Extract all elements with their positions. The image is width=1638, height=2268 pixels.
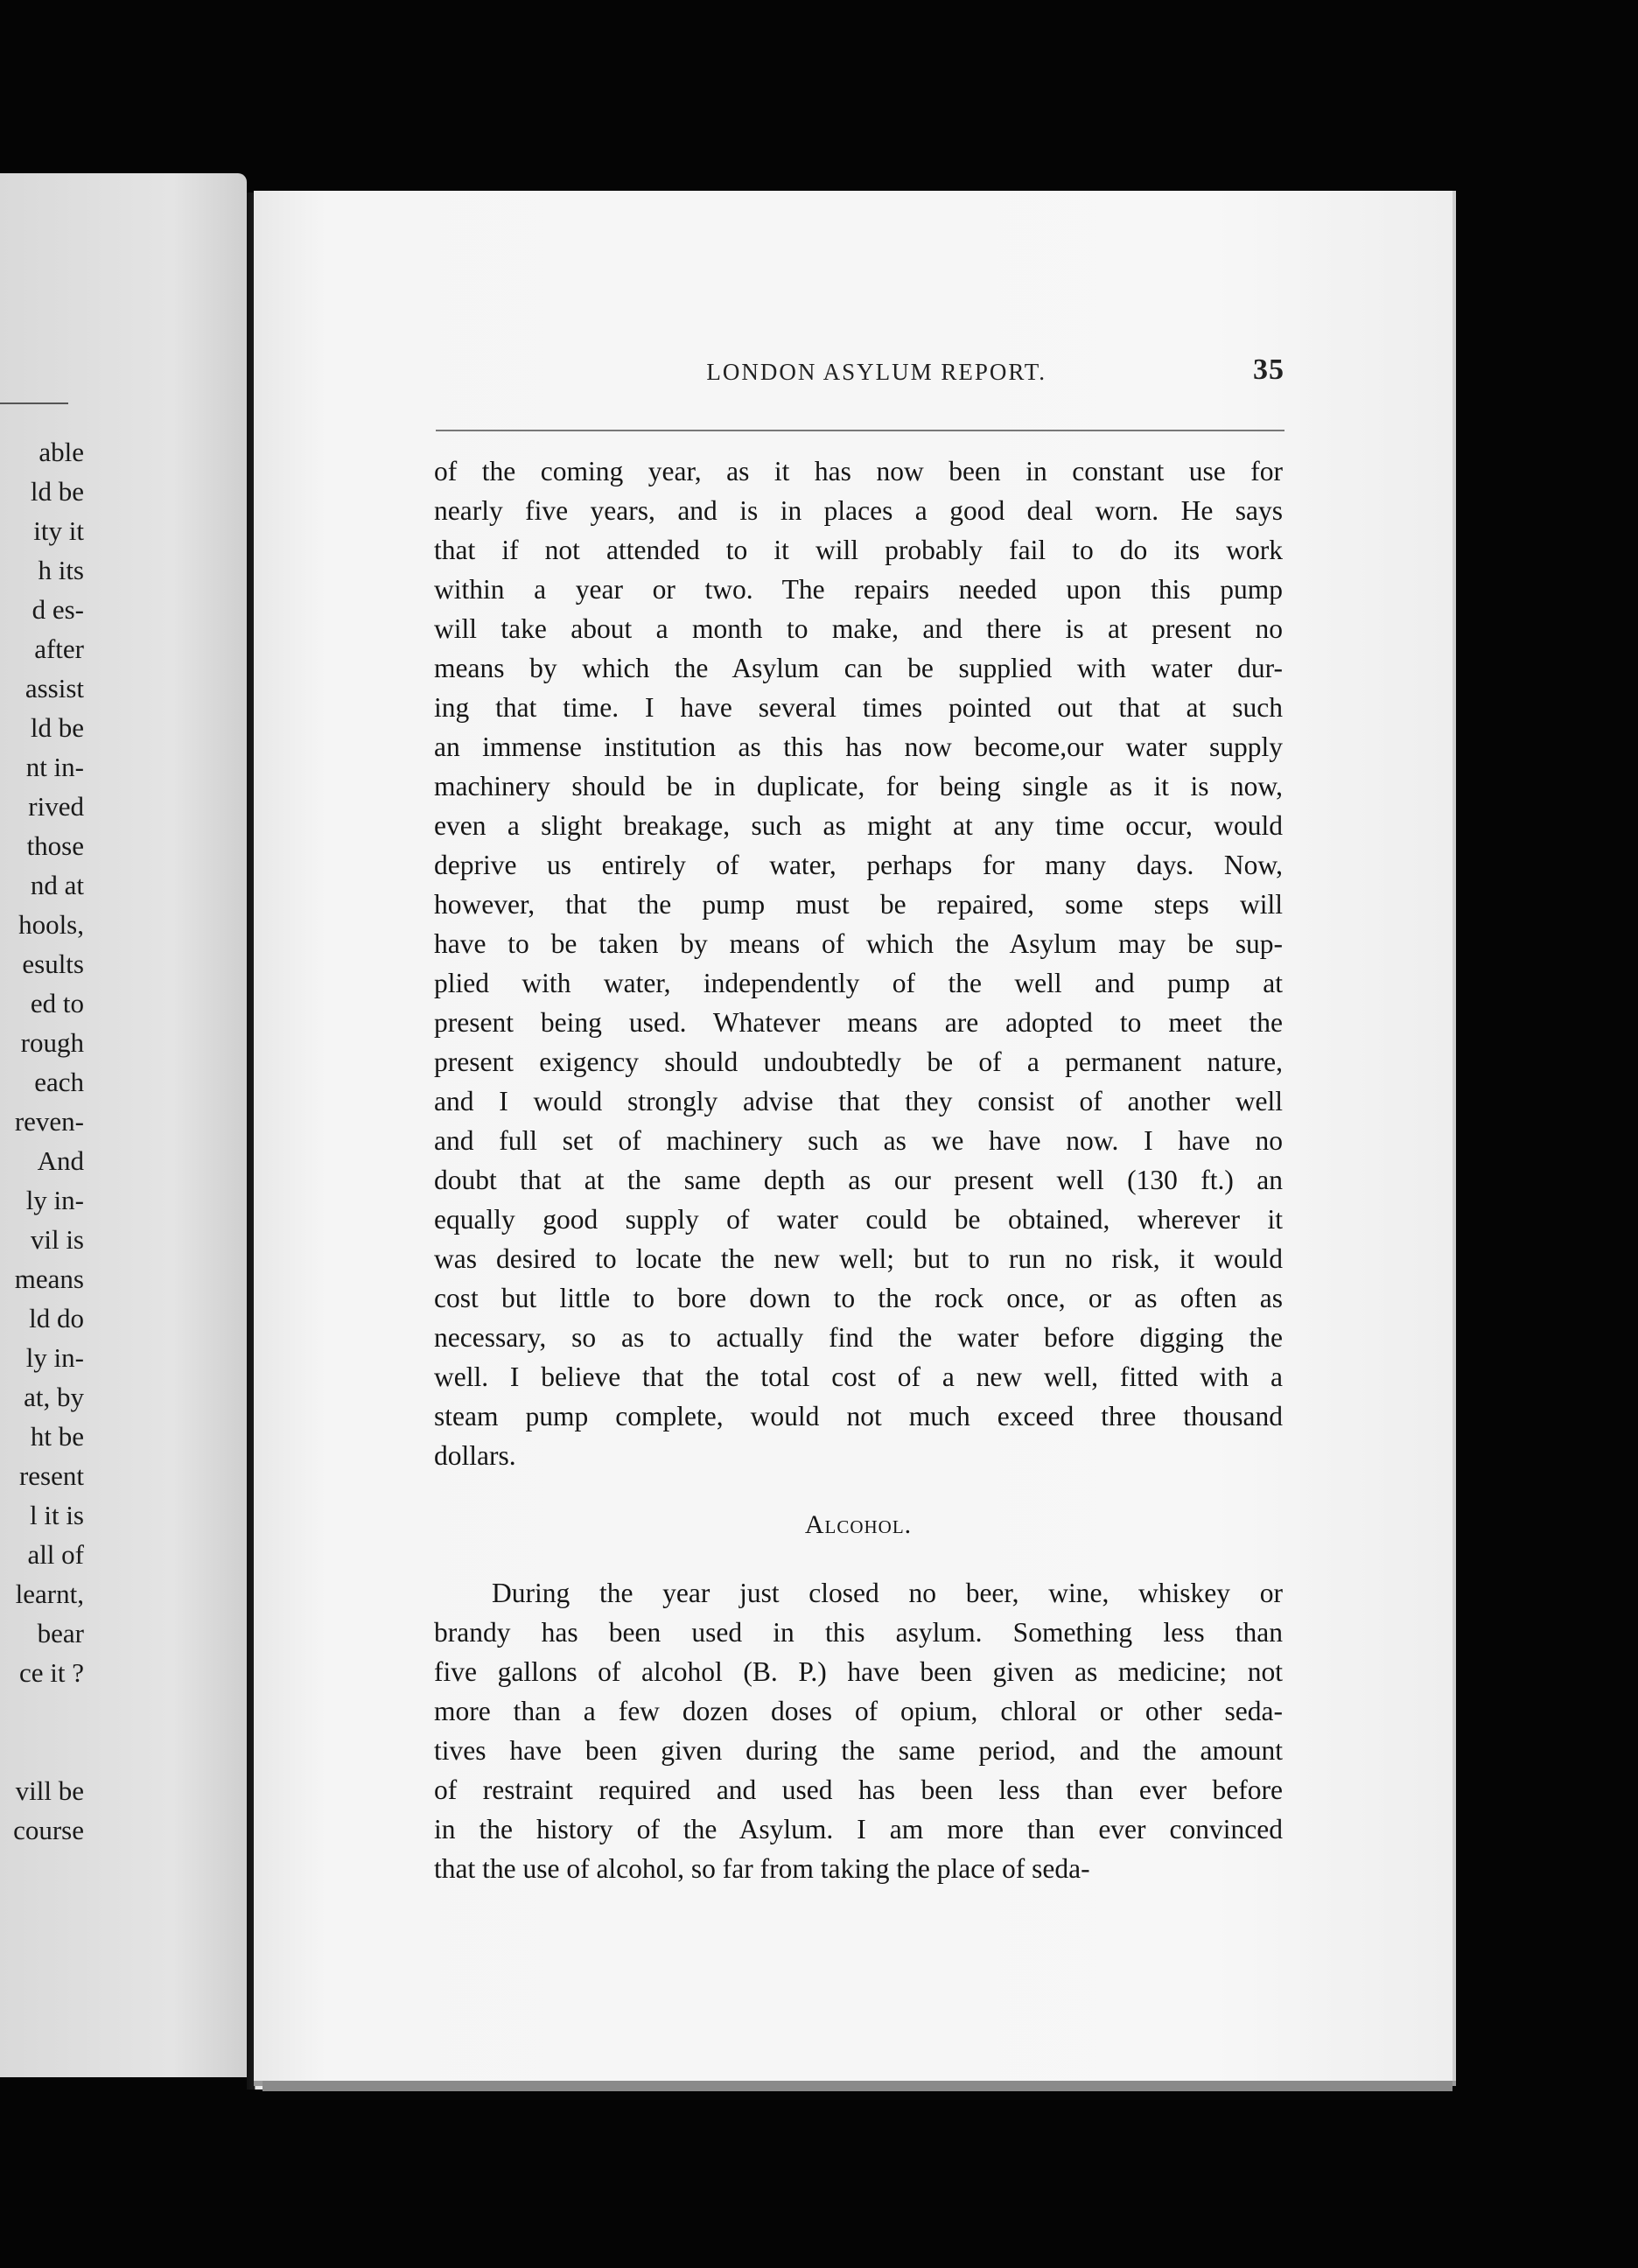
left-page-line: ed to bbox=[30, 988, 84, 1018]
left-page-line: esults bbox=[22, 948, 84, 979]
left-page-line: ce it ? bbox=[18, 1657, 84, 1688]
text-line: dollars. bbox=[434, 1440, 516, 1471]
left-page-line: l it is bbox=[29, 1500, 84, 1530]
text-line: present exigency should undoubtedly be of a permanent nature, bbox=[434, 1046, 1283, 1077]
left-page-line: d es- bbox=[32, 594, 84, 625]
text-line: brandy has been used in this asylum. Something less than bbox=[434, 1617, 1283, 1648]
left-page-line: resent bbox=[18, 1460, 84, 1491]
text-line: necessary, so as to actually find the water before digging the bbox=[434, 1322, 1283, 1353]
section-heading: Alcohol. bbox=[804, 1510, 913, 1539]
left-page-line: ld do bbox=[29, 1303, 84, 1334]
page-number: 35 bbox=[1253, 354, 1284, 386]
text-line: more than a few dozen doses of opium, chloral or other seda- bbox=[434, 1696, 1283, 1726]
left-page-line: ly in- bbox=[25, 1185, 84, 1215]
left-page bbox=[0, 173, 247, 2077]
left-page-line: vil is bbox=[30, 1224, 84, 1255]
text-line: equally good supply of water could be obtained, wherever it bbox=[434, 1204, 1283, 1235]
left-page-line: those bbox=[26, 830, 84, 861]
left-page-line: nd at bbox=[30, 870, 84, 900]
left-page-text bbox=[0, 432, 84, 1850]
page-edge bbox=[262, 2081, 1452, 2091]
left-page-line: rough bbox=[20, 1027, 84, 1058]
left-page-line: hools, bbox=[18, 909, 84, 940]
left-page-line: each bbox=[34, 1067, 84, 1097]
text-line: and I would strongly advise that they consist of another well bbox=[434, 1086, 1283, 1116]
text-line: steam pump complete, would not much exceed three thousand bbox=[434, 1401, 1283, 1432]
text-line: of the coming year, as it has now been in constant use for bbox=[434, 456, 1283, 486]
left-page-line: course bbox=[13, 1815, 84, 1845]
text-line: deprive us entirely of water, perhaps for many days. Now, bbox=[434, 850, 1283, 880]
text-line: plied with water, independently of the well and pump at bbox=[434, 968, 1283, 998]
paragraph-water-supply bbox=[434, 452, 1283, 1475]
text-line: that if not attended to it will probably fail to do its work bbox=[434, 535, 1283, 565]
left-page-line: means bbox=[14, 1264, 84, 1294]
text-line: present being used. Whatever means are adopted to meet the bbox=[434, 1007, 1283, 1038]
left-page-line: assist bbox=[24, 673, 84, 704]
header-rule bbox=[436, 430, 1284, 431]
paragraph-alcohol bbox=[434, 1564, 1283, 1888]
running-title: LONDON ASYLUM REPORT. bbox=[706, 359, 1046, 385]
left-page-line: bear bbox=[37, 1618, 84, 1648]
text-line: of restraint required and used has been less than ever before bbox=[434, 1774, 1283, 1805]
text-line: even a slight breakage, such as might at any time occur, would bbox=[434, 810, 1283, 841]
left-page-line: able bbox=[38, 437, 84, 467]
left-page-line: all of bbox=[27, 1539, 84, 1570]
text-line: will take about a month to make, and there is at present no bbox=[434, 613, 1283, 644]
text-line: have to be taken by means of which the Asylum may be sup- bbox=[434, 928, 1283, 959]
left-page-rule bbox=[0, 402, 68, 404]
left-page-line: reven- bbox=[14, 1106, 84, 1137]
text-line: well. I believe that the total cost of a new well, fitted with a bbox=[434, 1362, 1283, 1392]
left-page-line: ld be bbox=[30, 712, 84, 743]
text-line: and full set of machinery such as we have now. I have no bbox=[434, 1125, 1283, 1156]
text-line: nearly five years, and is in places a good deal worn. He says bbox=[434, 495, 1283, 526]
left-page-line: after bbox=[34, 634, 84, 664]
text-line: five gallons of alcohol (B. P.) have been given as medicine; not bbox=[434, 1656, 1283, 1687]
text-line: tives have been given during the same period, and the amount bbox=[434, 1735, 1283, 1766]
text-line: was desired to locate the new well; but to run no risk, it would bbox=[434, 1243, 1283, 1274]
left-page-line: h its bbox=[38, 555, 84, 585]
text-line: means by which the Asylum can be supplied with water dur- bbox=[434, 653, 1283, 683]
text-line: cost but little to bore down to the rock once, or as often as bbox=[434, 1283, 1283, 1313]
left-page-line: rived bbox=[28, 791, 84, 822]
text-line: within a year or two. The repairs needed upon this pump bbox=[434, 574, 1283, 605]
left-page-line: ht be bbox=[30, 1421, 84, 1452]
body-text bbox=[434, 452, 1283, 1888]
left-page-line: ld be bbox=[30, 476, 84, 507]
text-line: an immense institution as this has now become,our water supply bbox=[434, 732, 1283, 762]
left-page-line: And bbox=[37, 1145, 84, 1176]
text-line: machinery should be in duplicate, for being single as it is now, bbox=[434, 771, 1283, 802]
left-page-line: at, by bbox=[24, 1382, 84, 1412]
text-line: however, that the pump must be repaired, some steps will bbox=[434, 889, 1283, 920]
left-page-line: nt in- bbox=[25, 752, 84, 782]
left-page-line: vill be bbox=[15, 1775, 84, 1806]
text-line: doubt that at the same depth as our present well (130 ft.) an bbox=[434, 1165, 1283, 1195]
text-line: that the use of alcohol, so far from taking the place of seda- bbox=[434, 1853, 1090, 1884]
left-page-line: learnt, bbox=[15, 1578, 84, 1609]
left-page-line: ly in- bbox=[25, 1342, 84, 1373]
left-page-line: ity it bbox=[33, 515, 84, 546]
text-line: During the year just closed no beer, wine, whiskey or bbox=[492, 1578, 1283, 1608]
text-line: ing that time. I have several times pointed out that at such bbox=[434, 692, 1283, 723]
text-line: in the history of the Asylum. I am more than ever convinced bbox=[434, 1814, 1283, 1844]
